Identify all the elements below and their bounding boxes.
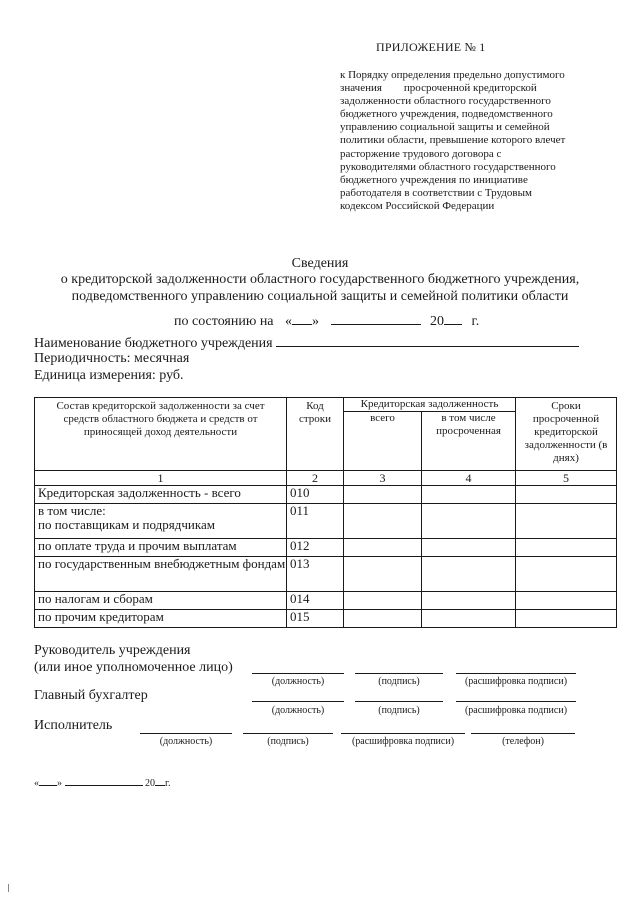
century: 20 xyxy=(145,778,155,789)
cell-terms[interactable] xyxy=(516,539,617,557)
cell-terms[interactable] xyxy=(516,592,617,610)
accountant-position-line[interactable] xyxy=(252,701,344,702)
accountant-decoding-line[interactable] xyxy=(456,701,576,702)
cell-overdue[interactable] xyxy=(422,486,516,504)
table-row xyxy=(35,610,617,628)
report-date xyxy=(174,312,479,330)
table-row xyxy=(35,504,617,539)
header-composition: Состав кредиторской задолженности за счет средств областного бюджета и средств от приносящей доход деятельности xyxy=(35,398,287,471)
row-code: 012 xyxy=(287,539,344,557)
head-label-line2: (или иное уполномоченное лицо) xyxy=(34,660,233,675)
cell-total[interactable] xyxy=(344,486,422,504)
cell-total[interactable] xyxy=(344,504,422,539)
caption-position: (должность) xyxy=(271,676,325,687)
header-overdue: в том числе просроченная xyxy=(422,412,516,471)
row-label: по прочим кредиторам xyxy=(35,610,287,628)
executor-signature-line[interactable] xyxy=(243,733,333,734)
row-code: 014 xyxy=(287,592,344,610)
appendix-line: бюджетного учреждения по инициативе xyxy=(340,173,528,186)
appendix-line: значения просроченной кредиторской xyxy=(340,82,537,95)
debt-table xyxy=(34,397,617,628)
appendix-line: кодексом Российской Федерации xyxy=(340,199,495,212)
caption-position: (должность) xyxy=(271,705,325,716)
row-code: 013 xyxy=(287,557,344,592)
appendix-line: расторжение трудового договора с xyxy=(340,147,502,160)
cell-total[interactable] xyxy=(344,539,422,557)
appendix-line: политики области, превышение которого влечет xyxy=(340,134,566,147)
row-label: по оплате труда и прочим выплатам xyxy=(35,539,287,557)
institution-label: Наименование бюджетного учреждения xyxy=(34,336,273,351)
header-debt: Кредиторская задолженность xyxy=(344,398,516,412)
open-quote: « xyxy=(34,778,39,789)
appendix-title: ПРИЛОЖЕНИЕ № 1 xyxy=(376,40,486,54)
appendix-text xyxy=(340,69,612,213)
subtitle-line: о кредиторской задолженности областного государственного бюджетного учреждения, xyxy=(60,272,580,287)
column-number: 4 xyxy=(422,471,516,486)
open-quote: « xyxy=(285,314,293,329)
appendix-line: управлению социальной защиты и семейной xyxy=(340,121,550,134)
footer-date xyxy=(34,776,170,789)
caption-position: (должность) xyxy=(159,736,213,747)
cell-terms[interactable] xyxy=(516,610,617,628)
footer-year-field[interactable] xyxy=(155,776,165,786)
executor-decoding-line[interactable] xyxy=(341,733,465,734)
chief-accountant-label: Главный бухгалтер xyxy=(34,688,148,703)
caption-signature: (подпись) xyxy=(378,676,420,687)
appendix-line: к Порядку определения предельно допустимого xyxy=(340,69,565,81)
header-terms: Сроки просроченной кредиторской задолженности (в днях) xyxy=(516,398,617,471)
executor-phone-line[interactable] xyxy=(471,733,575,734)
day-field[interactable] xyxy=(292,312,312,325)
close-quote: » xyxy=(57,778,62,789)
header-code: Код строки xyxy=(287,398,344,471)
footer-month-field[interactable] xyxy=(65,776,143,786)
table-row xyxy=(35,557,617,592)
subtitle-line: подведомственного управлению социальной защиты и семейной политики области xyxy=(71,289,569,304)
appendix-line: руководителями областного государственного xyxy=(340,160,556,173)
report-date-prefix: по состоянию на xyxy=(174,314,274,329)
cell-overdue[interactable] xyxy=(422,610,516,628)
footer-day-field[interactable] xyxy=(39,776,57,786)
executor-label: Исполнитель xyxy=(34,718,113,733)
unit-of-measure: Единица измерения: руб. xyxy=(34,368,184,383)
row-code: 010 xyxy=(287,486,344,504)
row-code: 015 xyxy=(287,610,344,628)
executor-position-line[interactable] xyxy=(140,733,232,734)
institution-name-row xyxy=(34,334,579,352)
close-quote: » xyxy=(312,314,320,329)
appendix-line: работодателя в соответствии с Трудовым xyxy=(340,186,532,199)
head-label-line1: Руководитель учреждения xyxy=(34,643,191,658)
cell-total[interactable] xyxy=(344,610,422,628)
column-numbers-row xyxy=(35,471,617,486)
column-number: 2 xyxy=(287,471,344,486)
year-suffix: г. xyxy=(471,314,480,329)
row-label: по государственным внебюджетным фондам xyxy=(35,557,287,592)
cell-terms[interactable] xyxy=(516,504,617,539)
cell-overdue[interactable] xyxy=(422,592,516,610)
cell-total[interactable] xyxy=(344,557,422,592)
caption-decoding: (расшифровка подписи) xyxy=(464,676,568,687)
century: 20 xyxy=(430,314,445,329)
periodicity: Периодичность: месячная xyxy=(34,351,190,366)
table-row xyxy=(35,539,617,557)
table-row xyxy=(35,592,617,610)
scan-mark xyxy=(8,884,9,892)
cell-terms[interactable] xyxy=(516,486,617,504)
caption-decoding: (расшифровка подписи) xyxy=(351,736,455,747)
year-suffix: г. xyxy=(165,778,171,789)
head-signature-line[interactable] xyxy=(355,673,443,674)
appendix-line: задолженности областного государственного xyxy=(340,95,551,108)
cell-overdue[interactable] xyxy=(422,539,516,557)
head-position-line[interactable] xyxy=(252,673,344,674)
caption-decoding: (расшифровка подписи) xyxy=(464,705,568,716)
row-label: в том числе: по поставщикам и подрядчикам xyxy=(35,504,287,539)
row-code: 011 xyxy=(287,504,344,539)
cell-overdue[interactable] xyxy=(422,557,516,592)
head-decoding-line[interactable] xyxy=(456,673,576,674)
column-number: 5 xyxy=(516,471,617,486)
caption-phone: (телефон) xyxy=(502,736,544,747)
cell-overdue[interactable] xyxy=(422,504,516,539)
row-label: по налогам и сборам xyxy=(35,592,287,610)
caption-signature: (подпись) xyxy=(267,736,309,747)
cell-terms[interactable] xyxy=(516,557,617,592)
year-field[interactable] xyxy=(444,312,462,325)
table-row xyxy=(35,486,617,504)
row-label: Кредиторская задолженность - всего xyxy=(35,486,287,504)
header-total: всего xyxy=(344,412,422,471)
cell-total[interactable] xyxy=(344,592,422,610)
document-title: Сведения xyxy=(291,256,349,271)
institution-name-field[interactable] xyxy=(276,334,579,347)
caption-signature: (подпись) xyxy=(378,705,420,716)
appendix-line: бюджетного учреждения, подведомственного xyxy=(340,108,553,121)
column-number: 3 xyxy=(344,471,422,486)
column-number: 1 xyxy=(35,471,287,486)
accountant-signature-line[interactable] xyxy=(355,701,443,702)
month-field[interactable] xyxy=(331,312,421,325)
